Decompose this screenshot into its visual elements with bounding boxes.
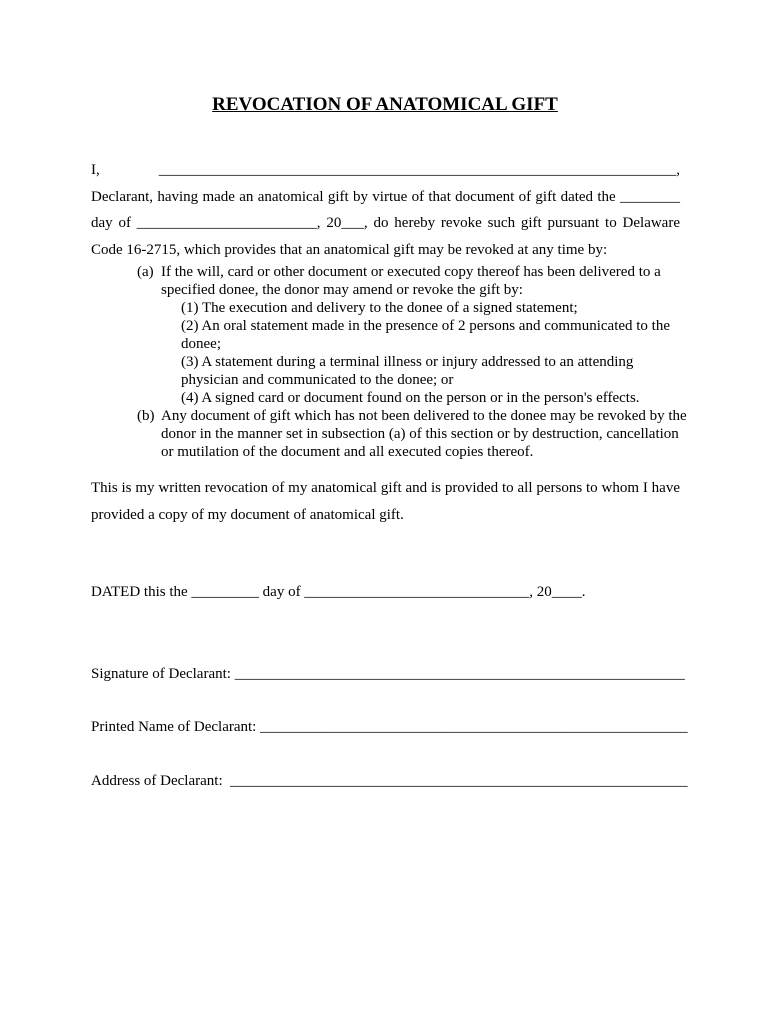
address-field[interactable]: Address of Declarant: _____________________________________________________________	[91, 773, 688, 789]
closing-paragraph: This is my written revocation of my anatomical gift and is provided to all persons to whom I have provided a copy of my document of anatomical gift.	[91, 480, 680, 523]
intro-paragraph: I, _____________________________________________________________________, Declarant, having made an anatomical gift by virtue of that document of gift dated the ________ day of ________________________, 20___, do hereby revoke such gift pursuant to Delaware Code 16-2715, which provides that an anatomical gift may be revoked at any time by:	[91, 162, 680, 258]
provision-a	[91, 263, 691, 407]
provision-b-text: Any document of gift which has not been delivered to the donee may be revoked by the donor in the manner set in subsection (a) of this section or by destruction, cancellation or mutilation of the document and all executed copies thereof.	[161, 408, 687, 460]
dated-line[interactable]: DATED this the _________ day of ______________________________, 20____.	[91, 584, 586, 600]
provisions-list	[91, 263, 691, 461]
provision-a-3: (3) A statement during a terminal illness or injury addressed to an attending physician and communicated to the donee; or	[181, 354, 634, 388]
document-title: REVOCATION OF ANATOMICAL GIFT	[212, 94, 558, 115]
provision-a-text: If the will, card or other document or executed copy thereof has been delivered to a specified donee, the donor may amend or revoke the gift by:	[161, 264, 661, 298]
provision-b	[91, 407, 691, 461]
provision-a-marker: (a)	[137, 264, 154, 280]
provision-b-marker: (b)	[137, 408, 155, 424]
printed-name-field[interactable]: Printed Name of Declarant: _________________________________________________________	[91, 719, 688, 735]
provision-a-4: (4) A signed card or document found on the person or in the person's effects.	[181, 390, 640, 406]
provision-a-1: (1) The execution and delivery to the donee of a signed statement;	[181, 300, 578, 316]
signature-field[interactable]: Signature of Declarant: ____________________________________________________________	[91, 666, 685, 682]
provision-a-2: (2) An oral statement made in the presence of 2 persons and communicated to the donee;	[181, 318, 671, 352]
